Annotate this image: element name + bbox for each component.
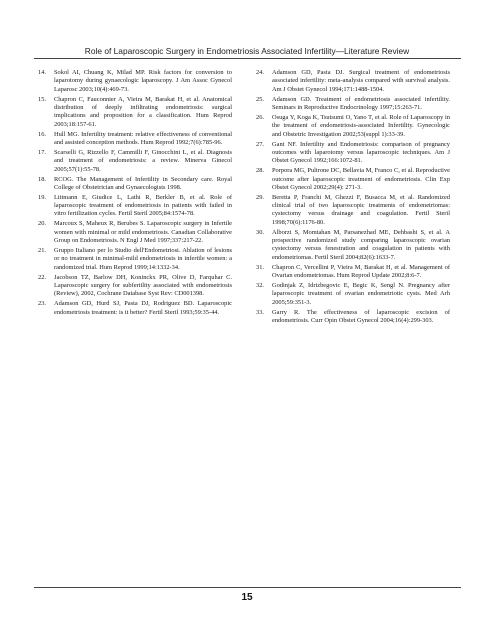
reference-text: Garry R. The effectiveness of laparoscopic excision of endometriosis. Curr Opin Obstet Gynecol 2004;16(4):299-303. bbox=[272, 308, 450, 324]
reference-item bbox=[38, 69, 232, 94]
reference-number: 31. bbox=[256, 263, 264, 271]
reference-number: 18. bbox=[38, 175, 46, 183]
reference-number: 14. bbox=[38, 69, 46, 76]
header-rule bbox=[34, 58, 461, 59]
reference-item bbox=[256, 264, 450, 281]
reference-item bbox=[256, 141, 450, 166]
page-number: 15 bbox=[241, 592, 253, 603]
reference-number: 20. bbox=[38, 220, 46, 228]
reference-item bbox=[38, 131, 232, 148]
reference-text: Scarselli G, Rizzello F, Cammilli F, Ginocchini L, et al. Diagnosis and treatment of endometriosis: a review. Minerva Ginecol 2005;57(1):55-78. bbox=[54, 148, 232, 173]
reference-text: Adamson GD, Pasta DJ. Surgical treatment of endometriosis associated infertility: meta-analysis compared with survival analysis. Am J Obstet Gynecol 1994;171:1488-1504. bbox=[272, 69, 450, 93]
running-header: Role of Laparoscopic Surgery in Endometriosis Associated Infertility—Literature Review bbox=[84, 46, 410, 56]
reference-text: Chapron C, Fauconnier A, Vieira M, Barakat H, et al. Anatomical distribution of deeply infiltrating endometriosis: surgical implications and proposition for a classification. Hum Reprod 2003;18:157-61. bbox=[54, 95, 232, 128]
reference-text: Alborzi S, Momtahan M, Parsanezhad ME, Dehbashi S, et al. A prospective randomized study comparing laparoscopic ovarian cystectomy versus fenestration and coagulation in patients with endometriomas. Fertil Steril 2004;82(6):1633-7. bbox=[272, 228, 450, 261]
reference-number: 30. bbox=[256, 228, 264, 236]
reference-number: 23. bbox=[38, 300, 46, 308]
reference-number: 28. bbox=[256, 167, 264, 175]
reference-item bbox=[38, 194, 232, 219]
reference-item bbox=[38, 96, 232, 129]
reference-number: 21. bbox=[38, 247, 46, 255]
reference-number: 32. bbox=[256, 282, 264, 289]
references-left-column bbox=[38, 69, 232, 319]
reference-item bbox=[256, 309, 450, 326]
reference-number: 33. bbox=[256, 308, 264, 316]
reference-item bbox=[38, 300, 232, 317]
reference-item bbox=[38, 176, 232, 193]
reference-number: 27. bbox=[256, 140, 264, 148]
references-right-column bbox=[256, 69, 450, 327]
reference-item bbox=[38, 247, 232, 272]
reference-item bbox=[38, 149, 232, 174]
reference-item bbox=[38, 220, 232, 245]
reference-number: 17. bbox=[38, 148, 46, 156]
reference-text: Porpora MG, Pultrone DC, Bellavia M, Franco C, et al. Reproductive outcome after laparoscopic treatment of endometriosis. Clin Exp Obstet Gynecol 2002;29(4): 271-3. bbox=[272, 167, 450, 191]
reference-item bbox=[38, 274, 232, 299]
reference-text: Jacobson TZ, Barlow DH, Koninckx PR, Olive D, Farquhar C. Laparoscopic surgery for subfertility associated with endometriosis (Review), 2002, Cochrane Database Syst Rev: CD001398. bbox=[54, 273, 232, 298]
reference-text: Marcoux S, Maheux R, Berubes S. Laparoscopic surgery in Infertile women with minimal or mild endometriosis. Canadian Collaborative Group on Endometriosis. N Engl J Med 1997;337:217-22. bbox=[54, 220, 232, 245]
reference-number: 25. bbox=[256, 95, 264, 103]
reference-item bbox=[256, 69, 450, 94]
reference-number: 15. bbox=[38, 95, 46, 103]
reference-item bbox=[256, 96, 450, 113]
reference-text: Adamson GD. Treatment of endometriosis associated infertility. Seminars in Reproductive Endocrinology 1997;15:263-71. bbox=[272, 95, 450, 111]
reference-text: Gruppo Italiano per lo Studio dell'Endometriosi. Ablation of lesions or no treatment in minimal-mild endometriosis in infertile women: a randomized trial. Hum Reprod 1999;14:1332-34. bbox=[54, 247, 232, 271]
reference-item bbox=[256, 114, 450, 139]
reference-text: Osuga Y, Koga K, Tsutsumi O, Yano T, et al. Role of Laparoscopy in the treatment of endometriosis-associated Infertility. Gynecologic and Obstetric Investigation 2002;53(suppl 1):33-39. bbox=[272, 113, 450, 138]
reference-number: 16. bbox=[38, 130, 46, 138]
reference-number: 29. bbox=[256, 193, 264, 201]
reference-text: Gant NF. Infertility and Endometriosis: comparison of pregnancy outcomes with laparotomy versus laparoscopic techniques. Am J Obstet Gynecol 1992;166:1072-81. bbox=[272, 140, 450, 165]
reference-item bbox=[256, 282, 450, 307]
reference-number: 19. bbox=[38, 193, 46, 201]
reference-text: Godinjak Z, Idrizbegovic E, Begic K, Sengl N. Pregnancy after laparoscopic treatment of ovarian endometriotic cysts. Med Arh 2005;59:351-3. bbox=[272, 282, 450, 306]
reference-number: 22. bbox=[38, 273, 46, 281]
reference-item bbox=[256, 229, 450, 262]
reference-text: Hull MG. Infertility treatment: relative effectiveness of conventional and assisted conception methods. Hum Reprod 1992;7(6):785-96. bbox=[54, 130, 232, 146]
reference-text: Chapron C, Vercellini P, Vieira M, Barakat H, et al. Management of Ovarian endometriomas. Hum Reprod Update 2002;8:6-7. bbox=[272, 263, 450, 280]
reference-text: Beretta P, Franchi M, Ghezzi F, Busacca M, et al. Randomized clinical trial of two laparoscopic treatments of endometriomas: cystectomy versus drainage and coagulation. Fertil Steril 1998;70(6):1176-80. bbox=[272, 193, 450, 226]
reference-text: Sokol AI, Chuang K, Milad MP. Risk factors for conversion to laparotomy during gynaecologic laparoscopy. J Am Assoc Gynecol Laparosc 2003;10(4):469-73. bbox=[54, 69, 232, 93]
reference-text: Littmann E, Giudice L, Lathi R, Berkler B, et al. Role of laparoscopic treatment of endometriosis in patients with failed in vitro fertilization cycles. Fertil Steril 2005;84:1574-78. bbox=[54, 193, 232, 218]
reference-number: 26. bbox=[256, 113, 264, 121]
reference-item bbox=[256, 194, 450, 227]
reference-item bbox=[256, 167, 450, 192]
reference-number: 24. bbox=[256, 69, 264, 76]
reference-text: RCOG. The Management of Infertility in Secondary care. Royal College of Obstetrician and Gynaecologists 1998. bbox=[54, 175, 232, 191]
reference-text: Adamson GD, Hurd SJ, Pasta DJ, Rodriguez BD. Laparoscopic endometriosis treatment: is it better? Fertil Steril 1993;59:35-44. bbox=[54, 300, 232, 316]
footer-rule bbox=[34, 587, 461, 588]
